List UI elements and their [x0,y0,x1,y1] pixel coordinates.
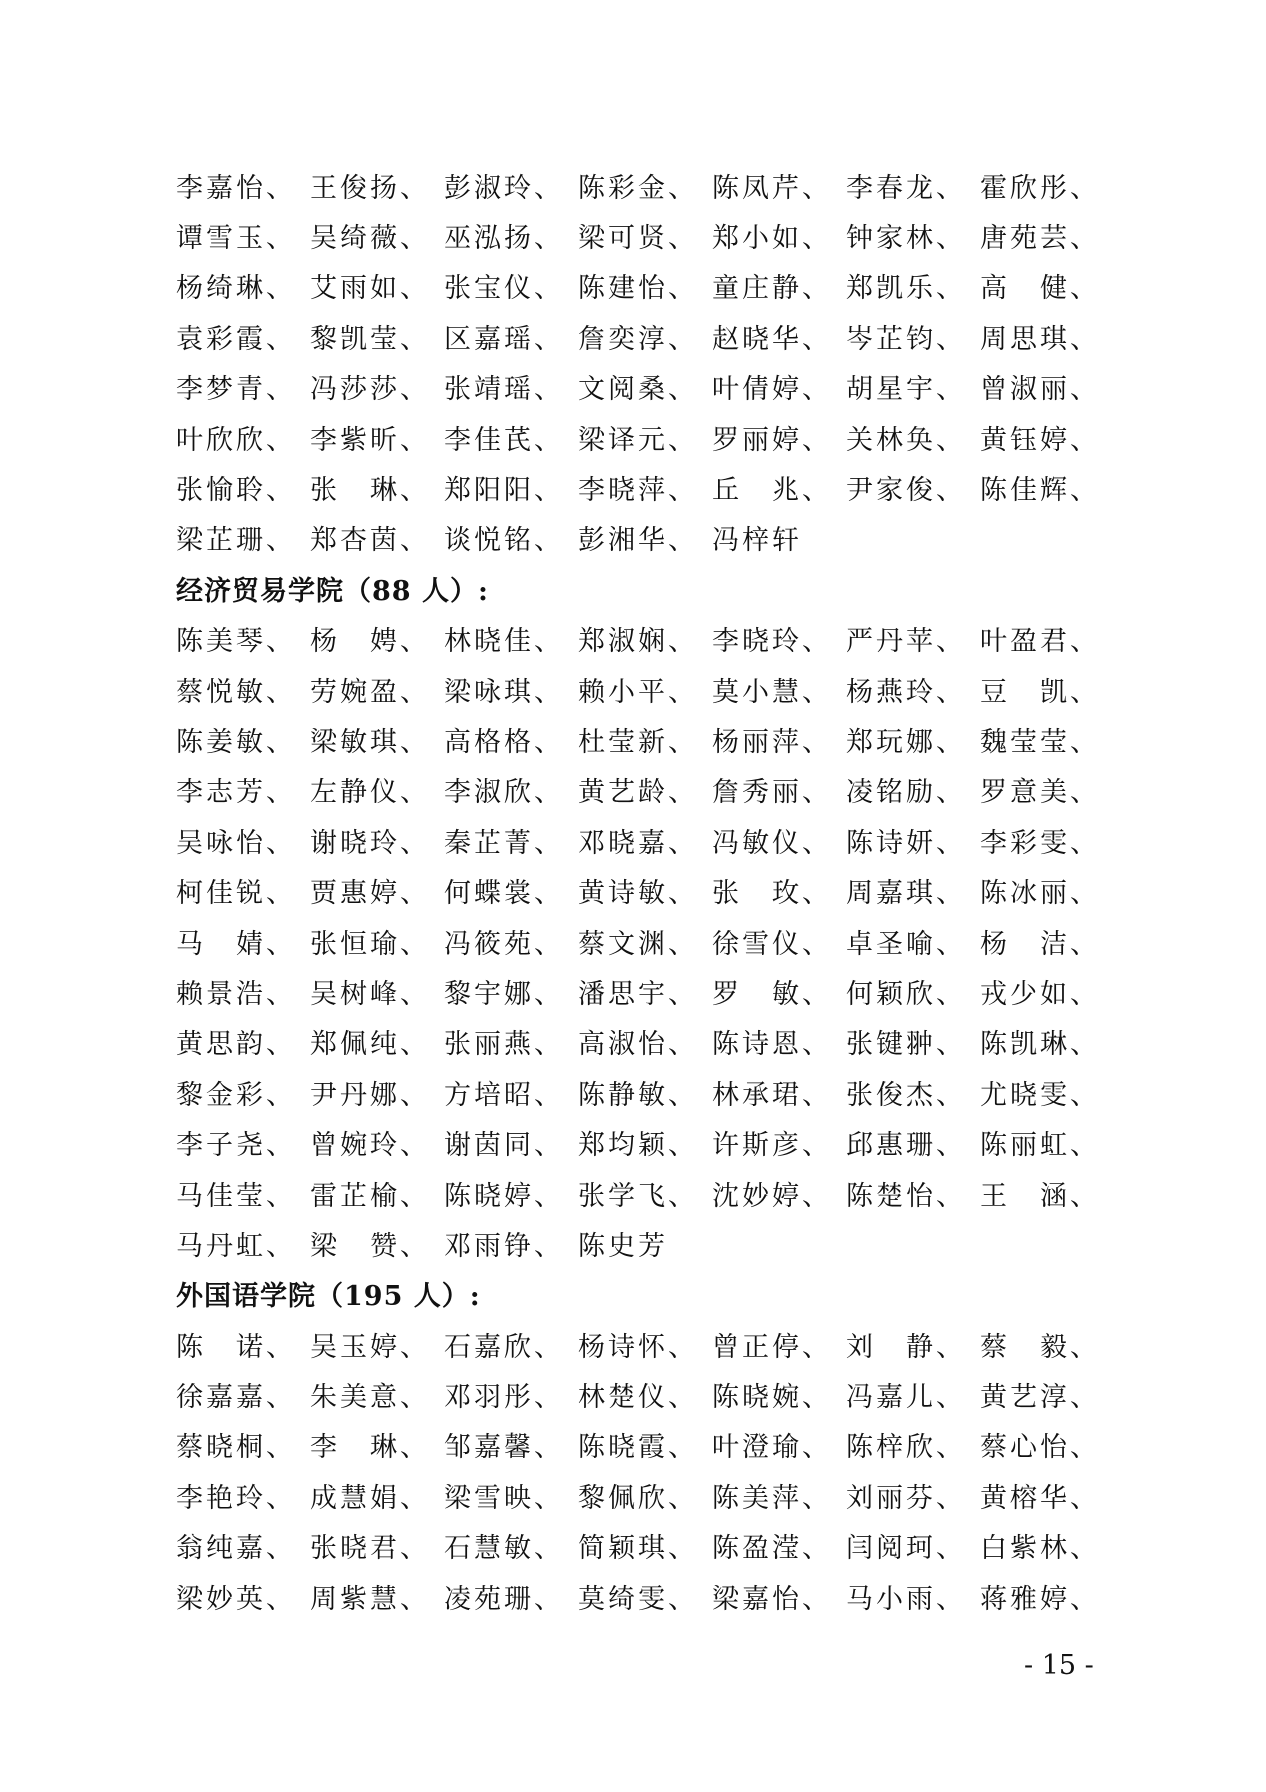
person-name: 谭雪玉、 [176,223,296,255]
person-name: 李嘉怡、 [176,172,296,204]
name-row [176,1067,1106,1117]
person-name: 秦芷菁、 [444,827,564,859]
person-name: 白紫林、 [980,1533,1100,1565]
person-name: 莫小慧、 [712,676,832,708]
person-name: 钟家林、 [846,223,966,255]
name-row [176,1218,1106,1268]
person-name: 黄诗敏、 [578,878,698,910]
person-name: 柯佳锐、 [176,878,296,910]
person-name: 邱惠珊、 [846,1130,966,1162]
person-name: 高格格、 [444,726,564,758]
person-name: 丘 兆、 [712,475,832,507]
name-row [176,916,1106,966]
person-name: 陈晓婉、 [712,1382,832,1414]
person-name: 梁芷珊、 [176,525,296,557]
name-row [176,160,1106,210]
person-name: 梁妙英、 [176,1583,296,1615]
person-name: 凌铭励、 [846,777,966,809]
person-name: 邹嘉馨、 [444,1432,564,1464]
person-name: 梁敏琪、 [310,726,430,758]
person-name: 黄钰婷、 [980,424,1100,456]
person-name: 马丹虹、 [176,1230,296,1262]
person-name: 陈梓欣、 [846,1432,966,1464]
person-name: 梁可贤、 [578,223,698,255]
name-row [176,1319,1106,1369]
person-name: 曾正停、 [712,1331,832,1363]
person-name: 冯莎莎、 [310,374,430,406]
person-name: 赖景浩、 [176,978,296,1010]
person-name: 豆 凯、 [980,676,1100,708]
name-row [176,261,1106,311]
person-name: 尤晓雯、 [980,1079,1100,1111]
name-row [176,966,1106,1016]
person-name: 徐雪仪、 [712,928,832,960]
person-name: 刘丽芬、 [846,1482,966,1514]
person-name: 陈凯琳、 [980,1029,1100,1061]
person-name: 叶欣欣、 [176,424,296,456]
name-row [176,1571,1106,1621]
person-name: 周嘉琪、 [846,878,966,910]
person-name: 陈 诺、 [176,1331,296,1363]
person-name: 黄艺龄、 [578,777,698,809]
person-name: 何颖欣、 [846,978,966,1010]
name-row [176,210,1106,260]
person-name: 张键翀、 [846,1029,966,1061]
person-name: 李紫昕、 [310,424,430,456]
person-name: 黄思韵、 [176,1029,296,1061]
person-name: 罗丽婷、 [712,424,832,456]
person-name: 林承珺、 [712,1079,832,1111]
person-name: 谢晓玲、 [310,827,430,859]
person-name: 杨 洁、 [980,928,1100,960]
person-name: 赖小平、 [578,676,698,708]
person-name: 冯梓轩 [712,525,802,557]
person-name: 梁雪映、 [444,1482,564,1514]
person-name: 林楚仪、 [578,1382,698,1414]
person-name: 梁嘉怡、 [712,1583,832,1615]
person-name: 霍欣彤、 [980,172,1100,204]
person-name: 张恒瑜、 [310,928,430,960]
person-name: 张学飞、 [578,1180,698,1212]
person-name: 陈建怡、 [578,273,698,305]
person-name: 黎佩欣、 [578,1482,698,1514]
person-name: 陈静敏、 [578,1079,698,1111]
person-name: 吴咏怡、 [176,827,296,859]
person-name: 李晓玲、 [712,626,832,658]
person-name: 陈凤芹、 [712,172,832,204]
person-name: 区嘉瑶、 [444,323,564,355]
person-name: 左静仪、 [310,777,430,809]
person-name: 李 琳、 [310,1432,430,1464]
person-name: 闫阅珂、 [846,1533,966,1565]
person-name: 张 琳、 [310,475,430,507]
person-name: 冯嘉儿、 [846,1382,966,1414]
person-name: 袁彩霞、 [176,323,296,355]
person-name: 黎宇娜、 [444,978,564,1010]
person-name: 李子尧、 [176,1130,296,1162]
person-name: 李梦青、 [176,374,296,406]
person-name: 邓羽彤、 [444,1382,564,1414]
person-name: 郑杏茵、 [310,525,430,557]
name-row [176,614,1106,664]
person-name: 梁译元、 [578,424,698,456]
person-name: 蔡 毅、 [980,1331,1100,1363]
person-name: 石嘉欣、 [444,1331,564,1363]
person-name: 陈晓霞、 [578,1432,698,1464]
name-row [176,462,1106,512]
person-name: 黎金彩、 [176,1079,296,1111]
person-name: 杨诗怀、 [578,1331,698,1363]
person-name: 陈史芳 [578,1230,668,1262]
person-name: 李淑欣、 [444,777,564,809]
person-name: 贾惠婷、 [310,878,430,910]
person-name: 劳婉盈、 [310,676,430,708]
person-name: 莫绮雯、 [578,1583,698,1615]
person-name: 梁咏琪、 [444,676,564,708]
person-name: 沈妙婷、 [712,1180,832,1212]
person-name: 卓圣喻、 [846,928,966,960]
person-name: 魏莹莹、 [980,726,1100,758]
person-name: 杨 娉、 [310,626,430,658]
person-name: 高淑怡、 [578,1029,698,1061]
person-name: 蔡心怡、 [980,1432,1100,1464]
person-name: 曾淑丽、 [980,374,1100,406]
section-heading: 经济贸易学院（88 人）: [176,575,489,607]
name-row [176,311,1106,361]
person-name: 张愉聆、 [176,475,296,507]
person-name: 岑芷钧、 [846,323,966,355]
person-name: 石慧敏、 [444,1533,564,1565]
person-name: 刘 静、 [846,1331,966,1363]
person-name: 梁 赞、 [310,1230,430,1262]
person-name: 郑均颖、 [578,1130,698,1162]
name-row [176,714,1106,764]
person-name: 陈晓婷、 [444,1180,564,1212]
person-name: 蔡悦敏、 [176,676,296,708]
person-name: 谈悦铭、 [444,525,564,557]
person-name: 吴玉婷、 [310,1331,430,1363]
person-name: 陈美琴、 [176,626,296,658]
name-row [176,1017,1106,1067]
name-row [176,1369,1106,1419]
person-name: 杨丽萍、 [712,726,832,758]
person-name: 邓晓嘉、 [578,827,698,859]
person-name: 陈冰丽、 [980,878,1100,910]
person-name: 谢茵同、 [444,1130,564,1162]
person-name: 成慧娟、 [310,1482,430,1514]
person-name: 戎少如、 [980,978,1100,1010]
person-name: 郑小如、 [712,223,832,255]
person-name: 尹丹娜、 [310,1079,430,1111]
person-name: 朱美意、 [310,1382,430,1414]
person-name: 李佳芪、 [444,424,564,456]
person-name: 马小雨、 [846,1583,966,1615]
person-name: 徐嘉嘉、 [176,1382,296,1414]
name-row [176,1420,1106,1470]
person-name: 李彩雯、 [980,827,1100,859]
person-name: 陈诗妍、 [846,827,966,859]
person-name: 郑佩纯、 [310,1029,430,1061]
person-name: 周紫慧、 [310,1583,430,1615]
person-name: 张晓君、 [310,1533,430,1565]
person-name: 陈姜敏、 [176,726,296,758]
person-name: 冯敏仪、 [712,827,832,859]
name-row [176,865,1106,915]
person-name: 叶倩婷、 [712,374,832,406]
person-name: 杜莹新、 [578,726,698,758]
person-name: 陈佳辉、 [980,475,1100,507]
name-row [176,1117,1106,1167]
section-heading: 外国语学院（195 人）: [176,1281,481,1313]
person-name: 郑阳阳、 [444,475,564,507]
name-row [176,513,1106,563]
person-name: 邓雨铮、 [444,1230,564,1262]
person-name: 李志芳、 [176,777,296,809]
person-name: 杨绮琳、 [176,273,296,305]
person-name: 张靖瑶、 [444,374,564,406]
person-name: 吴绮薇、 [310,223,430,255]
person-name: 翁纯嘉、 [176,1533,296,1565]
name-row [176,815,1106,865]
page-number: - 15 - [1024,1650,1094,1681]
person-name: 高 健、 [980,273,1100,305]
person-name: 尹家俊、 [846,475,966,507]
person-name: 艾雨如、 [310,273,430,305]
name-row [176,664,1106,714]
person-name: 马 婧、 [176,928,296,960]
person-name: 詹奕淳、 [578,323,698,355]
name-row [176,1470,1106,1520]
person-name: 罗意美、 [980,777,1100,809]
person-name: 张宝仪、 [444,273,564,305]
person-name: 蔡晓桐、 [176,1432,296,1464]
person-name: 何蝶裳、 [444,878,564,910]
person-name: 陈盈滢、 [712,1533,832,1565]
person-name: 黄艺淳、 [980,1382,1100,1414]
person-name: 郑凯乐、 [846,273,966,305]
person-name: 詹秀丽、 [712,777,832,809]
person-name: 唐苑芸、 [980,223,1100,255]
name-row [176,765,1106,815]
person-name: 王俊扬、 [310,172,430,204]
person-name: 陈丽虹、 [980,1130,1100,1162]
person-name: 文阅桑、 [578,374,698,406]
person-name: 李艳玲、 [176,1482,296,1514]
person-name: 张丽燕、 [444,1029,564,1061]
name-row [176,362,1106,412]
person-name: 赵晓华、 [712,323,832,355]
person-name: 陈美萍、 [712,1482,832,1514]
person-name: 胡星宇、 [846,374,966,406]
name-list [176,160,1106,1621]
person-name: 陈彩金、 [578,172,698,204]
person-name: 马佳莹、 [176,1180,296,1212]
name-row [176,1168,1106,1218]
person-name: 许斯彦、 [712,1130,832,1162]
person-name: 林晓佳、 [444,626,564,658]
person-name: 李晓萍、 [578,475,698,507]
person-name: 巫泓扬、 [444,223,564,255]
person-name: 郑淑娴、 [578,626,698,658]
person-name: 冯筱苑、 [444,928,564,960]
person-name: 张俊杰、 [846,1079,966,1111]
person-name: 童庄静、 [712,273,832,305]
person-name: 叶澄瑜、 [712,1432,832,1464]
person-name: 叶盈君、 [980,626,1100,658]
person-name: 曾婉玲、 [310,1130,430,1162]
person-name: 杨燕玲、 [846,676,966,708]
person-name: 罗 敏、 [712,978,832,1010]
person-name: 陈楚怡、 [846,1180,966,1212]
person-name: 蔡文渊、 [578,928,698,960]
person-name: 李春龙、 [846,172,966,204]
name-row [176,412,1106,462]
person-name: 方培昭、 [444,1079,564,1111]
person-name: 周思琪、 [980,323,1100,355]
person-name: 吴树峰、 [310,978,430,1010]
person-name: 张 玫、 [712,878,832,910]
person-name: 王 涵、 [980,1180,1100,1212]
person-name: 彭淑玲、 [444,172,564,204]
person-name: 潘思宇、 [578,978,698,1010]
name-row [176,1521,1106,1571]
person-name: 黎凯莹、 [310,323,430,355]
person-name: 凌苑珊、 [444,1583,564,1615]
person-name: 蒋雅婷、 [980,1583,1100,1615]
person-name: 严丹苹、 [846,626,966,658]
person-name: 简颖琪、 [578,1533,698,1565]
person-name: 雷芷榆、 [310,1180,430,1212]
person-name: 郑玩娜、 [846,726,966,758]
person-name: 黄榕华、 [980,1482,1100,1514]
person-name: 关林奂、 [846,424,966,456]
person-name: 陈诗恩、 [712,1029,832,1061]
person-name: 彭湘华、 [578,525,698,557]
